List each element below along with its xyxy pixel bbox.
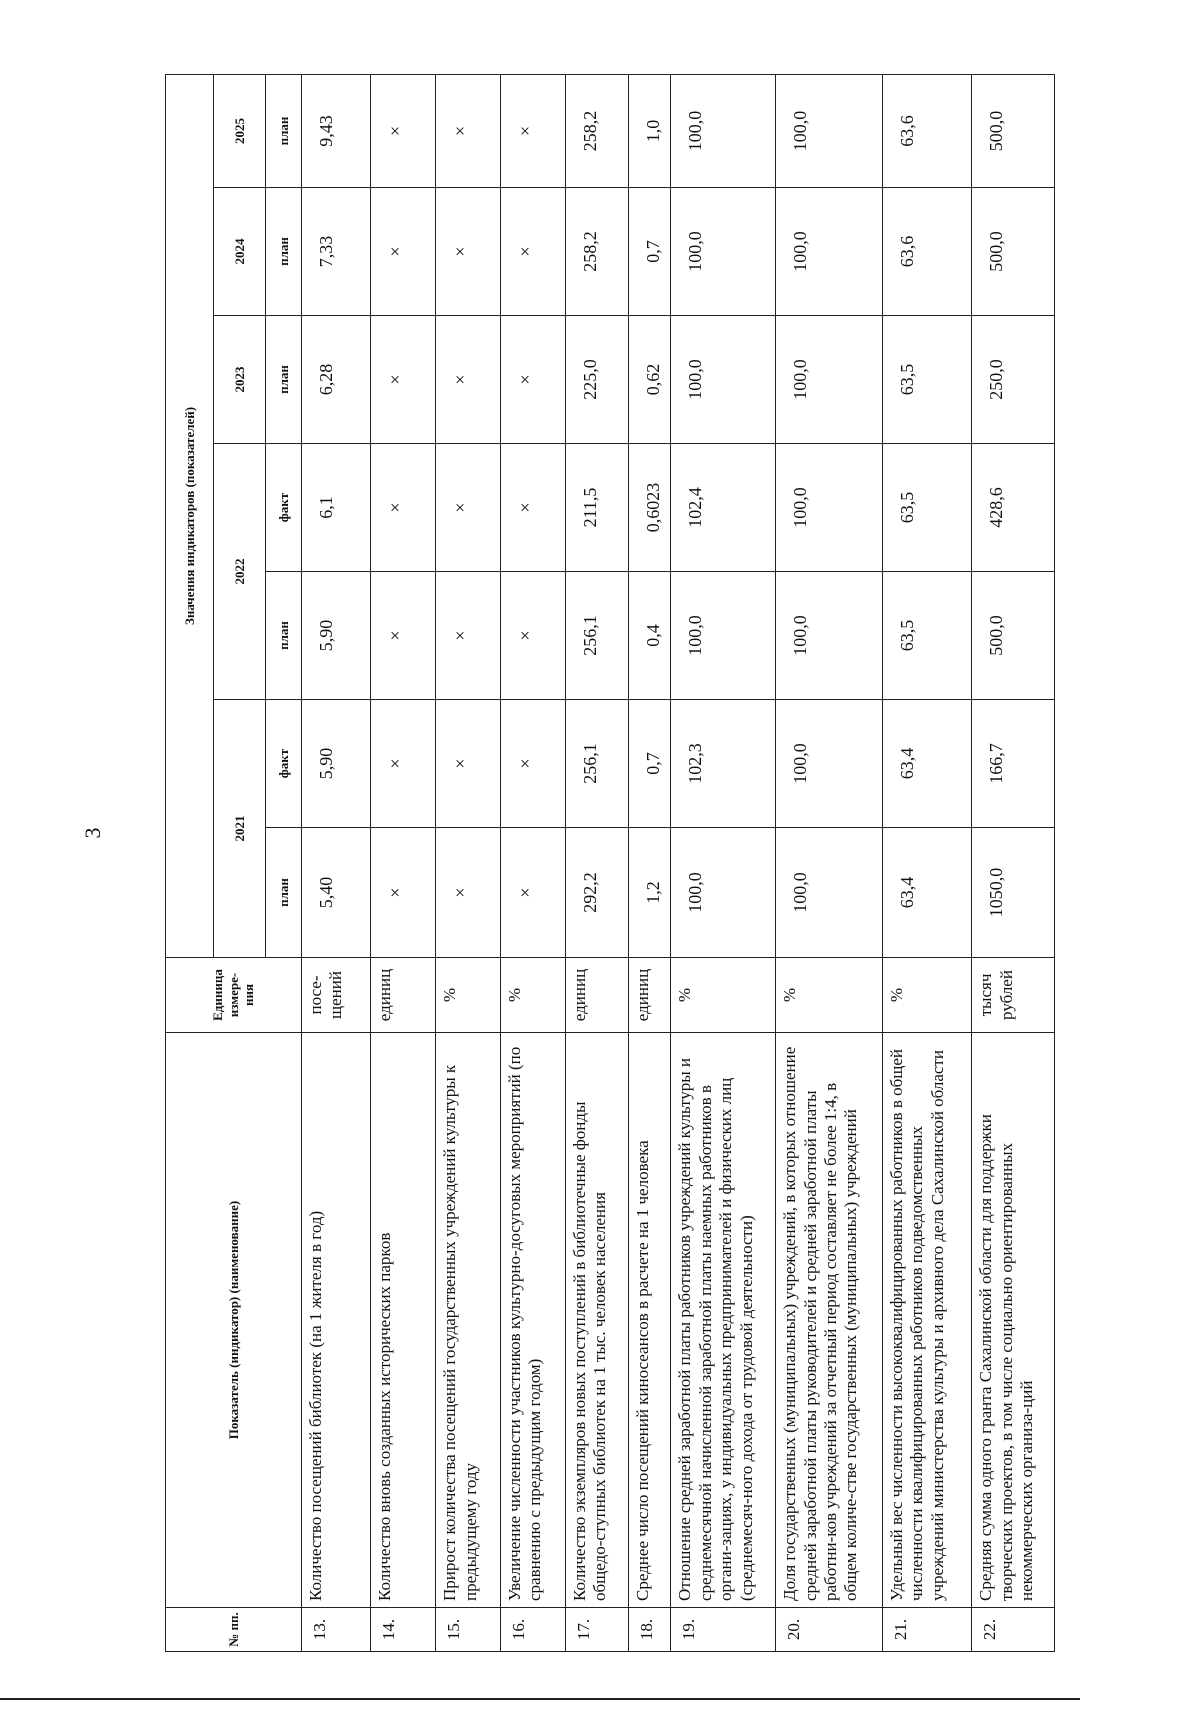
- value-cell: ×: [436, 572, 501, 700]
- row-indicator: Отношение средней заработной платы работников учреждений культуры и среднемесячной начисленной заработной платы наемных работников в органи-зациях, у индивидуальных предпринимателей и физических лиц (среднемесяч-ного дохода от трудовой деятельности): [671, 1033, 776, 1608]
- value-cell: 225,0: [566, 316, 629, 444]
- row-unit: %: [776, 958, 883, 1033]
- row-indicator: Доля государственных (муниципальных) учреждений, в которых отношение средней заработной платы руководителей и средней заработной платы работни-ков учреждений за отчетный период составляет не более 1:4, в общем количе-стве государственных (муниципальных) учреждений: [776, 1033, 883, 1608]
- value-cell: 100,0: [776, 74, 883, 187]
- value-cell: 211,5: [566, 444, 629, 572]
- row-number: 13.: [302, 1608, 371, 1652]
- value-cell: 0,62: [628, 316, 671, 444]
- value-cell: 102,4: [671, 444, 776, 572]
- value-cell: 100,0: [671, 316, 776, 444]
- value-cell: ×: [371, 444, 436, 572]
- row-indicator: Средняя сумма одного гранта Сахалинской области для поддержки творческих проектов, в том числе социально ориентированных некоммерческих организа-ций: [972, 1033, 1055, 1608]
- value-cell: 6,1: [302, 444, 371, 572]
- value-cell: 63,5: [883, 444, 972, 572]
- value-cell: 256,1: [566, 700, 629, 828]
- value-cell: ×: [436, 444, 501, 572]
- header-plan: план: [266, 316, 302, 444]
- value-cell: ×: [371, 74, 436, 187]
- value-cell: 100,0: [671, 572, 776, 700]
- value-cell: 0,7: [628, 700, 671, 828]
- value-cell: ×: [436, 700, 501, 828]
- header-fact: факт: [266, 444, 302, 572]
- table-row: [371, 74, 436, 1651]
- value-cell: 0,7: [628, 188, 671, 316]
- value-cell: 100,0: [776, 444, 883, 572]
- header-unit: Единица измере-ния: [166, 958, 302, 1033]
- value-cell: ×: [436, 188, 501, 316]
- row-indicator: Удельный вес численности высококвалифицированных работников в общей численности квалифицированных работников подведомственных учреждений министерства культуры и архивного дела Сахалинской области: [883, 1033, 972, 1608]
- value-cell: 428,6: [972, 444, 1055, 572]
- value-cell: 9,43: [302, 74, 371, 187]
- row-number: 15.: [436, 1608, 501, 1652]
- value-cell: 166,7: [972, 700, 1055, 828]
- value-cell: ×: [436, 74, 501, 187]
- row-number: 19.: [671, 1608, 776, 1652]
- value-cell: 63,6: [883, 74, 972, 187]
- header-plan: план: [266, 828, 302, 958]
- value-cell: 7,33: [302, 188, 371, 316]
- value-cell: ×: [501, 828, 566, 958]
- header-fact: факт: [266, 700, 302, 828]
- table-row: [671, 74, 776, 1651]
- row-unit: тысяч рублей: [972, 958, 1055, 1033]
- header-year-2022: 2022: [214, 444, 266, 700]
- header-year-2024: 2024: [214, 188, 266, 316]
- value-cell: 258,2: [566, 74, 629, 187]
- value-cell: 102,3: [671, 700, 776, 828]
- value-cell: ×: [501, 188, 566, 316]
- row-indicator: Прирост количества посещений государственных учреждений культуры к предыдущему году: [436, 1033, 501, 1608]
- table-row: [566, 74, 629, 1651]
- row-number: 16.: [501, 1608, 566, 1652]
- value-cell: 100,0: [776, 700, 883, 828]
- value-cell: 100,0: [776, 572, 883, 700]
- value-cell: 100,0: [671, 74, 776, 187]
- rotated-table-container: [165, 75, 1055, 1652]
- value-cell: 292,2: [566, 828, 629, 958]
- row-number: 18.: [628, 1608, 671, 1652]
- indicators-table: [165, 74, 1055, 1652]
- value-cell: 63,4: [883, 700, 972, 828]
- row-unit: %: [436, 958, 501, 1033]
- value-cell: ×: [436, 828, 501, 958]
- value-cell: ×: [436, 316, 501, 444]
- header-plan: план: [266, 74, 302, 187]
- value-cell: 1050,0: [972, 828, 1055, 958]
- value-cell: 1,0: [628, 74, 671, 187]
- value-cell: 63,5: [883, 572, 972, 700]
- value-cell: 100,0: [776, 316, 883, 444]
- value-cell: ×: [501, 700, 566, 828]
- value-cell: 258,2: [566, 188, 629, 316]
- table-row: [776, 74, 883, 1651]
- header-number: № пп.: [166, 1608, 302, 1652]
- value-cell: 256,1: [566, 572, 629, 700]
- value-cell: 0,4: [628, 572, 671, 700]
- value-cell: ×: [501, 444, 566, 572]
- table-row: [302, 74, 371, 1651]
- value-cell: 63,5: [883, 316, 972, 444]
- header-indicator: Показатель (индикатор) (наименование): [166, 1033, 302, 1608]
- value-cell: 500,0: [972, 572, 1055, 700]
- row-number: 20.: [776, 1608, 883, 1652]
- value-cell: 6,28: [302, 316, 371, 444]
- row-number: 14.: [371, 1608, 436, 1652]
- value-cell: 500,0: [972, 188, 1055, 316]
- value-cell: 100,0: [671, 828, 776, 958]
- row-indicator: Количество вновь созданных исторических парков: [371, 1033, 436, 1608]
- table-row: [972, 74, 1055, 1651]
- row-number: 21.: [883, 1608, 972, 1652]
- value-cell: ×: [501, 572, 566, 700]
- value-cell: 500,0: [972, 74, 1055, 187]
- row-indicator: Количество экземпляров новых поступлений в библиотечные фонды общедо-ступных библиотек на 1 тыс. человек населения: [566, 1033, 629, 1608]
- value-cell: ×: [501, 74, 566, 187]
- value-cell: ×: [371, 700, 436, 828]
- table-row: [628, 74, 671, 1651]
- value-cell: 100,0: [776, 828, 883, 958]
- table-row: [883, 74, 972, 1651]
- value-cell: 1,2: [628, 828, 671, 958]
- table-row: [436, 74, 501, 1651]
- value-cell: 5,90: [302, 700, 371, 828]
- table-row: [501, 74, 566, 1651]
- row-unit: единиц: [628, 958, 671, 1033]
- row-unit: единиц: [566, 958, 629, 1033]
- value-cell: 63,6: [883, 188, 972, 316]
- value-cell: ×: [371, 828, 436, 958]
- scan-edge-line: [0, 1698, 1080, 1700]
- header-year-2021: 2021: [214, 700, 266, 958]
- row-unit: %: [671, 958, 776, 1033]
- row-indicator: Увеличение численности участников культурно-досуговых мероприятий (по сравнению с предыдущим годом): [501, 1033, 566, 1608]
- row-unit: посе-щений: [302, 958, 371, 1033]
- row-unit: %: [883, 958, 972, 1033]
- row-indicator: Среднее число посещений киносеансов в расчете на 1 человека: [628, 1033, 671, 1608]
- row-number: 22.: [972, 1608, 1055, 1652]
- row-number: 17.: [566, 1608, 629, 1652]
- value-cell: 100,0: [671, 188, 776, 316]
- header-values-group: Значения индикаторов (показателей): [166, 74, 214, 957]
- value-cell: 63,4: [883, 828, 972, 958]
- header-year-2025: 2025: [214, 74, 266, 187]
- page-number: 3: [80, 827, 105, 839]
- row-indicator: Количество посещений библиотек (на 1 жителя в год): [302, 1033, 371, 1608]
- value-cell: ×: [371, 572, 436, 700]
- header-plan: план: [266, 188, 302, 316]
- header-year-2023: 2023: [214, 316, 266, 444]
- value-cell: 5,90: [302, 572, 371, 700]
- row-unit: единиц: [371, 958, 436, 1033]
- header-plan: план: [266, 572, 302, 700]
- value-cell: ×: [371, 316, 436, 444]
- value-cell: 250,0: [972, 316, 1055, 444]
- value-cell: 5,40: [302, 828, 371, 958]
- value-cell: ×: [501, 316, 566, 444]
- value-cell: 0,6023: [628, 444, 671, 572]
- value-cell: 100,0: [776, 188, 883, 316]
- value-cell: ×: [371, 188, 436, 316]
- row-unit: %: [501, 958, 566, 1033]
